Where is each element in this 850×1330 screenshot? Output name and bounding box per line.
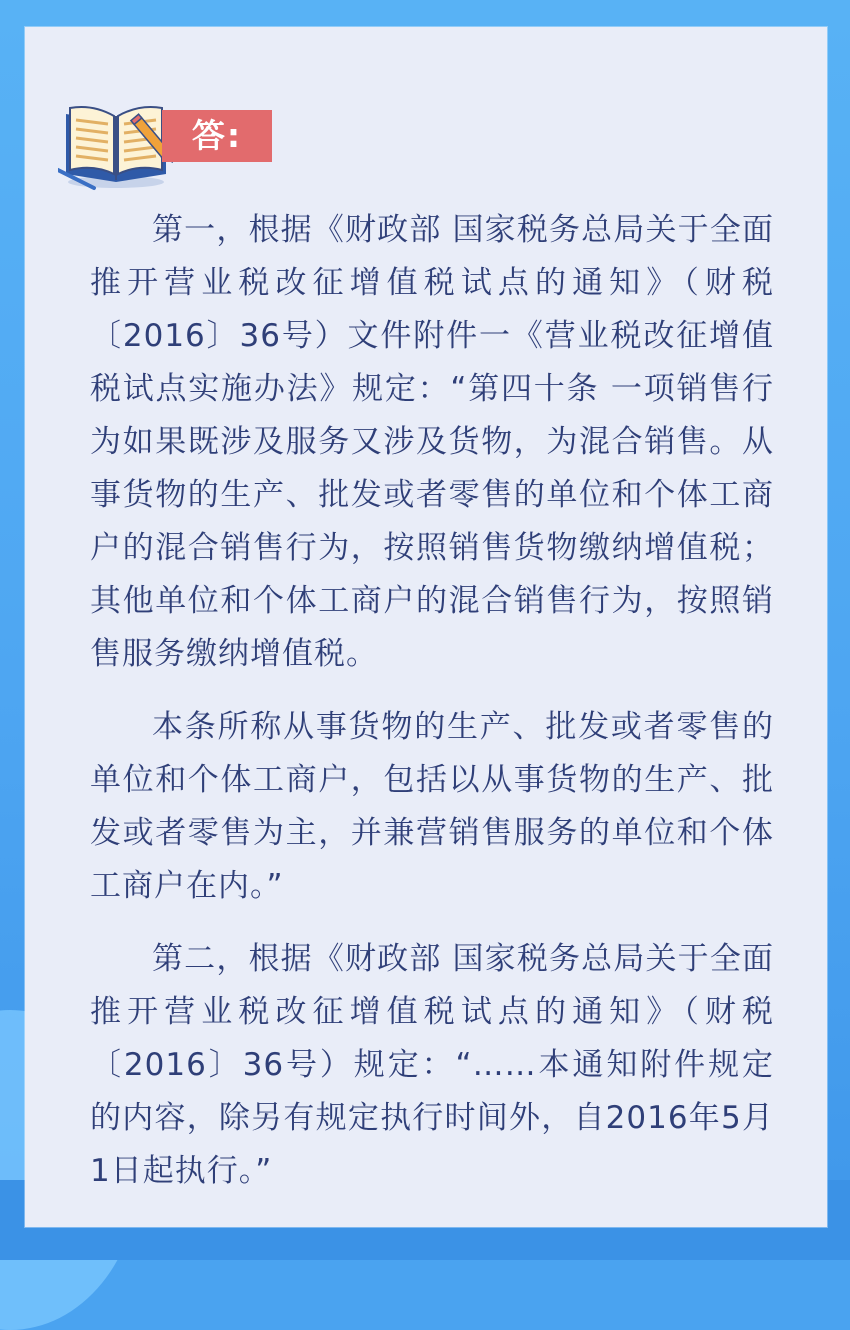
- paragraph-2: 本条所称从事货物的生产、批发或者零售的单位和个体工商户，包括以从事货物的生产、批发或者零售为主，并兼营销售服务的单位和个体工商户在内。”: [90, 709, 774, 904]
- answer-content: [90, 204, 774, 1218]
- answer-label: 答:: [162, 110, 272, 162]
- pencil-icon: [58, 96, 173, 192]
- answer-header: [58, 96, 288, 192]
- paragraph-3: 第二，根据《财政部 国家税务总局关于全面推开营业税改征增值税试点的通知》（财税〔2016〕36号）规定：“……本通知附件规定的内容，除另有规定执行时间外，自2016年5月1日起执行。”: [90, 941, 774, 1189]
- paragraph-1: 第一，根据《财政部 国家税务总局关于全面推开营业税改征增值税试点的通知》（财税〔2016〕36号）文件附件一《营业税改征增值税试点实施办法》规定：“第四十条 一项销售行为如果既涉及服务又涉及货物，为混合销售。从事货物的生产、批发或者零售的单位和个体工商户的混合销售行为，按照销售货物缴纳增值税；其他单位和个体工商户的混合销售行为，按照销售服务缴纳增值税。: [90, 212, 774, 672]
